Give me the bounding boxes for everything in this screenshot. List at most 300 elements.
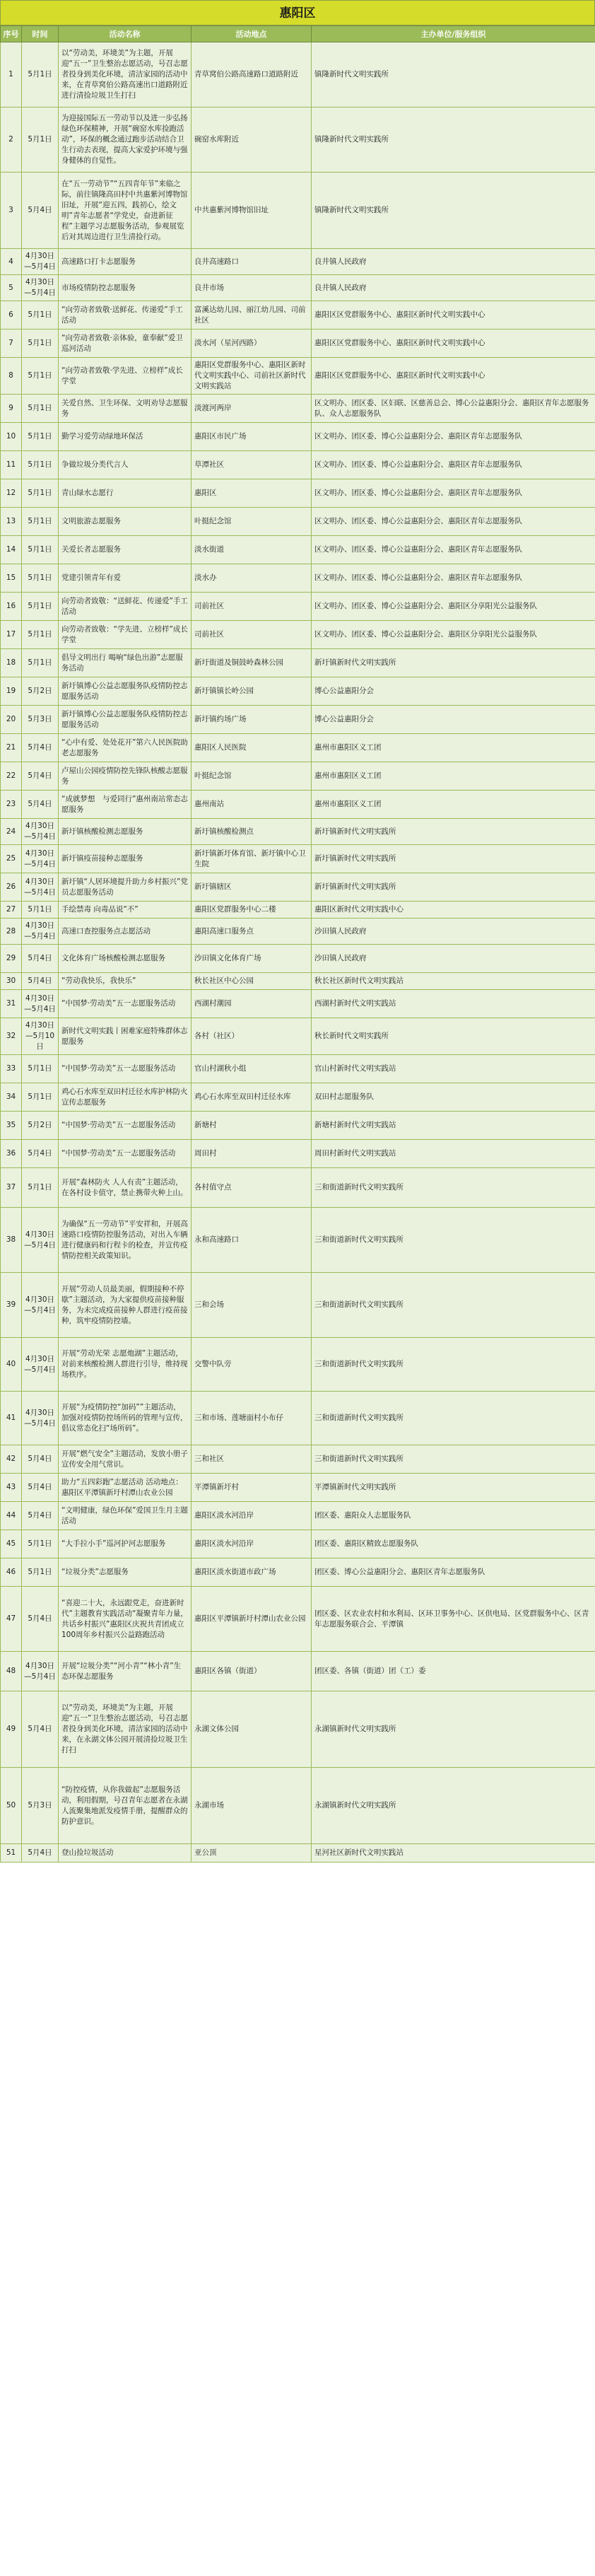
row-organizer: 平潭镇新时代文明实践所 — [312, 1474, 595, 1502]
row-organizer: 三和街道新时代文明实践所 — [312, 1273, 595, 1338]
row-organizer: 博心公益惠阳分会 — [312, 677, 595, 706]
row-time: 4月30日—5月4日 — [22, 1652, 59, 1691]
row-time: 4月30日—5月4日 — [22, 990, 59, 1018]
row-organizer: 惠州市惠阳区义工团 — [312, 762, 595, 791]
row-time: 4月30日—5月4日 — [22, 1392, 59, 1445]
table-row — [1, 42, 595, 107]
row-seq: 6 — [1, 301, 22, 330]
row-location: 淡水办 — [192, 564, 312, 593]
row-activity: “中国梦·劳动美”五一志愿服务活动 — [59, 1112, 192, 1140]
row-organizer: 团区委、惠阳区精致志愿服务队 — [312, 1530, 595, 1558]
row-location: 惠阳区平潭镇新圩村潭山农业公园 — [192, 1587, 312, 1652]
table-row — [1, 395, 595, 423]
row-location: 新圩镇约场广场 — [192, 706, 312, 734]
row-location: 惠阳区淡水河沿岸 — [192, 1502, 312, 1530]
table-body — [1, 42, 595, 1863]
table-row — [1, 1018, 595, 1055]
row-seq: 14 — [1, 536, 22, 564]
row-seq: 23 — [1, 791, 22, 819]
activity-table — [0, 25, 595, 1863]
row-organizer: 周田村新时代文明实践站 — [312, 1140, 595, 1168]
row-seq: 19 — [1, 677, 22, 706]
table-row — [1, 451, 595, 479]
table-row — [1, 173, 595, 249]
row-activity: “心中有爱、处处花开”第六人民医院助老志愿服务 — [59, 734, 192, 762]
row-time: 5月1日 — [22, 902, 59, 919]
row-organizer: 镇隆新时代文明实践所 — [312, 107, 595, 173]
table-header-row — [1, 26, 595, 42]
row-organizer: 区文明办、团区委、博心公益惠阳分会、惠阳区分享阳光公益服务队 — [312, 593, 595, 621]
row-location: 永和高速路口 — [192, 1208, 312, 1273]
row-seq: 8 — [1, 358, 22, 395]
row-activity: 新圩镇博心公益志愿服务队疫情防控志愿服务活动 — [59, 706, 192, 734]
row-organizer: 区文明办、团区委、博心公益惠阳分会、惠阳区青年志愿服务队 — [312, 423, 595, 451]
row-seq: 3 — [1, 173, 22, 249]
row-location: 周田村 — [192, 1140, 312, 1168]
row-location: 草潭社区 — [192, 451, 312, 479]
table-row — [1, 1112, 595, 1140]
row-location: 碗窑水库附近 — [192, 107, 312, 173]
row-activity: 为确保“五一劳动节”平安祥和，开展高速路口疫情防控服务活动，对出入车辆进行健康码和行程卡的检查，并宣传疫情防控相关政策知识。 — [59, 1208, 192, 1273]
table-row — [1, 706, 595, 734]
row-activity: 勤学习爱劳动绿地环保活 — [59, 423, 192, 451]
row-organizer: 新塘村新时代文明实践站 — [312, 1112, 595, 1140]
header-time: 时间 — [22, 26, 59, 42]
row-activity: 开展“垃圾分类”“河小青”“林小青”生态环保志愿服务 — [59, 1652, 192, 1691]
row-seq: 25 — [1, 845, 22, 873]
row-activity: 手绘禁毒 向毒品说“不” — [59, 902, 192, 919]
table-row — [1, 1338, 595, 1392]
row-location: 三和社区 — [192, 1445, 312, 1474]
table-row — [1, 734, 595, 762]
table-row — [1, 1083, 595, 1112]
table-row — [1, 919, 595, 945]
table-row — [1, 1768, 595, 1844]
row-location: 新圩镇新圩体育馆、新圩镇中心卫生院 — [192, 845, 312, 873]
row-organizer: 新圩镇新时代文明实践所 — [312, 819, 595, 845]
row-location: 新圩街道及铜鼓岭森林公园 — [192, 649, 312, 677]
row-activity: 新圩镇博心公益志愿服务队疫情防控志愿服务活动 — [59, 677, 192, 706]
row-time: 5月1日 — [22, 301, 59, 330]
row-seq: 35 — [1, 1112, 22, 1140]
row-organizer: 双田村志愿服务队 — [312, 1083, 595, 1112]
row-location: 三和市场、莲塘面村小布仔 — [192, 1392, 312, 1445]
row-time: 5月1日 — [22, 42, 59, 107]
row-location: 司前社区 — [192, 621, 312, 649]
row-organizer: 良井镇人民政府 — [312, 249, 595, 275]
row-time: 5月1日 — [22, 330, 59, 358]
row-time: 5月4日 — [22, 173, 59, 249]
row-activity: 新圩镇核酸检测志愿服务 — [59, 819, 192, 845]
row-time: 5月1日 — [22, 1530, 59, 1558]
row-activity: 在“五一劳动节”“五四青年节”来临之际，前往镇隆高田村中共惠紫河博物馆旧址，开展“迎五四，践初心，绘文明”青年志愿者“学党史，奋进新征程”主题学习志愿服务活动，参观展览后对其周边进行卫生清捡行动。 — [59, 173, 192, 249]
row-seq: 49 — [1, 1691, 22, 1768]
header-seq: 序号 — [1, 26, 22, 42]
row-time: 5月1日 — [22, 649, 59, 677]
row-organizer: 新圩镇新时代文明实践所 — [312, 649, 595, 677]
row-organizer: 惠阳区区党群服务中心、惠阳区新时代文明实践中心 — [312, 330, 595, 358]
row-time: 5月1日 — [22, 1055, 59, 1083]
table-row — [1, 1140, 595, 1168]
row-location: 中共惠紫河博物馆旧址 — [192, 173, 312, 249]
row-activity: 以“劳动美，环境美”为主题，开展迎“五一”卫生整治志愿活动，号召志愿者投身到美化环境，清洁家园的活动中来，在青草窝伯公路高速出口道路附近进行清捡垃圾卫生打扫 — [59, 42, 192, 107]
row-activity: “中国梦·劳动美”五一志愿服务活动 — [59, 990, 192, 1018]
row-time: 5月4日 — [22, 1502, 59, 1530]
row-time: 5月2日 — [22, 677, 59, 706]
row-location: 淡水河（星河西路） — [192, 330, 312, 358]
row-activity: 争做垃圾分类代言人 — [59, 451, 192, 479]
row-seq: 47 — [1, 1587, 22, 1652]
row-organizer: 三和街道新时代文明实践所 — [312, 1445, 595, 1474]
table-row — [1, 990, 595, 1018]
row-location: 西湖村潮园 — [192, 990, 312, 1018]
row-seq: 40 — [1, 1338, 22, 1392]
row-seq: 37 — [1, 1168, 22, 1208]
row-location: 良井市场 — [192, 275, 312, 301]
table-row — [1, 508, 595, 536]
row-seq: 48 — [1, 1652, 22, 1691]
row-time: 5月1日 — [22, 564, 59, 593]
row-location: 惠阳区各镇（街道） — [192, 1652, 312, 1691]
table-row — [1, 275, 595, 301]
row-time: 4月30日—5月4日 — [22, 249, 59, 275]
row-time: 5月1日 — [22, 395, 59, 423]
row-activity: 关爱自然、卫生环保、文明劝导志愿服务 — [59, 395, 192, 423]
table-row — [1, 358, 595, 395]
row-location: 青草窝伯公路高速路口道路附近 — [192, 42, 312, 107]
row-time: 5月1日 — [22, 423, 59, 451]
row-location: 惠阳区市民广场 — [192, 423, 312, 451]
row-location: 各村值守点 — [192, 1168, 312, 1208]
row-organizer: 三和街道新时代文明实践所 — [312, 1168, 595, 1208]
row-seq: 46 — [1, 1558, 22, 1587]
row-time: 5月4日 — [22, 945, 59, 973]
row-activity: “中国梦·劳动美”五一志愿服务活动 — [59, 1140, 192, 1168]
row-seq: 9 — [1, 395, 22, 423]
row-activity: 市场疫情防控志愿服务 — [59, 275, 192, 301]
row-organizer: 永湖镇新时代文明实践所 — [312, 1768, 595, 1844]
row-location: 惠阳区人民医院 — [192, 734, 312, 762]
row-time: 5月1日 — [22, 107, 59, 173]
row-activity: 新时代文明实践丨困难家庭特殊群体志愿服务 — [59, 1018, 192, 1055]
row-seq: 51 — [1, 1844, 22, 1863]
row-activity: 开展“劳动光荣 志愿炮湖”主题活动，对前来核酸检测人群进行引导，维持现场秩序。 — [59, 1338, 192, 1392]
row-time: 5月3日 — [22, 706, 59, 734]
row-seq: 44 — [1, 1502, 22, 1530]
table-row — [1, 536, 595, 564]
row-location: 惠阳区党群服务中心、惠阳区新时代文明实践中心、司前社区新时代文明实践站 — [192, 358, 312, 395]
row-activity: 为迎接国际五一劳动节以及进一步弘扬绿色环保精神，开展“碗窑水库捡跑活动”，环保的概念通过跑步活动结合卫生行动去表现，提高大家爱护环境与强身健体的自觉性。 — [59, 107, 192, 173]
row-activity: 助力“五四彩跑”志愿活动 活动地点：惠阳区平潭镇新圩村潭山农业公园 — [59, 1474, 192, 1502]
row-location: 淡水街道 — [192, 536, 312, 564]
table-row — [1, 593, 595, 621]
row-seq: 5 — [1, 275, 22, 301]
row-location: 富溪达幼儿园、丽江幼儿园、司前社区 — [192, 301, 312, 330]
table-row — [1, 762, 595, 791]
row-seq: 26 — [1, 873, 22, 902]
table-row — [1, 791, 595, 819]
row-seq: 7 — [1, 330, 22, 358]
row-organizer: 惠阳区新时代文明实践中心 — [312, 902, 595, 919]
table-row — [1, 1474, 595, 1502]
row-time: 5月4日 — [22, 1587, 59, 1652]
row-organizer: 区文明办、团区委、博心公益惠阳分会、惠阳区青年志愿服务队 — [312, 564, 595, 593]
row-time: 4月30日—5月4日 — [22, 275, 59, 301]
row-activity: 开展“森林防火 人人有责”主题活动，在各村设卡值守，禁止携带火种上山。 — [59, 1168, 192, 1208]
row-activity: “大手拉小手”巡河护河志愿服务 — [59, 1530, 192, 1558]
row-location: 永湖市场 — [192, 1768, 312, 1844]
row-activity: “垃圾分类”志愿服务 — [59, 1558, 192, 1587]
row-seq: 43 — [1, 1474, 22, 1502]
row-seq: 11 — [1, 451, 22, 479]
row-seq: 1 — [1, 42, 22, 107]
table-row — [1, 1168, 595, 1208]
row-organizer: 区文明办、团区委、区妇联、区慈善总会、博心公益惠阳分会、惠阳区青年志愿服务队、众人志愿服务队 — [312, 395, 595, 423]
row-location: 良井高速路口 — [192, 249, 312, 275]
table-row — [1, 1587, 595, 1652]
row-seq: 2 — [1, 107, 22, 173]
row-location: 惠州南站 — [192, 791, 312, 819]
row-time: 5月4日 — [22, 1691, 59, 1768]
row-seq: 45 — [1, 1530, 22, 1558]
row-time: 5月1日 — [22, 451, 59, 479]
table-row — [1, 479, 595, 508]
row-location: 惠阳区党群服务中心二楼 — [192, 902, 312, 919]
row-location: 永湖文体公园 — [192, 1691, 312, 1768]
table-row — [1, 845, 595, 873]
table-row — [1, 249, 595, 275]
row-time: 4月30日—5月4日 — [22, 1273, 59, 1338]
row-location: 惠阳区淡水河沿岸 — [192, 1530, 312, 1558]
row-time: 5月4日 — [22, 734, 59, 762]
row-location: 惠阳区 — [192, 479, 312, 508]
table-row — [1, 1273, 595, 1338]
row-location: 淡渡河两岸 — [192, 395, 312, 423]
row-activity: 倡导文明出行 喝响“绿色出游”志愿服务活动 — [59, 649, 192, 677]
row-seq: 12 — [1, 479, 22, 508]
row-organizer: 新圩镇新时代文明实践所 — [312, 873, 595, 902]
table-row — [1, 564, 595, 593]
row-activity: 卢屋山公园疫情防控先锋队核酸志愿服务 — [59, 762, 192, 791]
row-organizer: 沙田镇人民政府 — [312, 919, 595, 945]
row-activity: “中国梦·劳动美”五一志愿服务活动 — [59, 1055, 192, 1083]
row-activity: 向劳动者致敬：“送鲜花、传递爱”手工活动 — [59, 593, 192, 621]
row-seq: 31 — [1, 990, 22, 1018]
row-seq: 27 — [1, 902, 22, 919]
row-time: 4月30日—5月4日 — [22, 819, 59, 845]
row-organizer: 区文明办、团区委、博心公益惠阳分会、惠阳区分享阳光公益服务队 — [312, 621, 595, 649]
row-organizer: 团区委、博心公益惠阳分会、惠阳区青年志愿服务队 — [312, 1558, 595, 1587]
row-location: 官山村湖秋小组 — [192, 1055, 312, 1083]
table-row — [1, 330, 595, 358]
row-location: 鸡心石水库至双田村迁径水库 — [192, 1083, 312, 1112]
row-seq: 15 — [1, 564, 22, 593]
table-row — [1, 1208, 595, 1273]
row-organizer: 镇隆新时代文明实践所 — [312, 42, 595, 107]
row-activity: 高速口查控服务点志愿活动 — [59, 919, 192, 945]
row-activity: 关爱长者志愿服务 — [59, 536, 192, 564]
row-time: 5月4日 — [22, 762, 59, 791]
row-organizer: 秋长新时代文明实践所 — [312, 1018, 595, 1055]
row-activity: “成就梦想 与爱同行”惠州南站常态志愿服务 — [59, 791, 192, 819]
row-organizer: 团区委、惠阳众人志愿服务队 — [312, 1502, 595, 1530]
row-seq: 17 — [1, 621, 22, 649]
header-activity: 活动名称 — [59, 26, 192, 42]
row-organizer: 三和街道新时代文明实践所 — [312, 1392, 595, 1445]
row-organizer: 惠阳区区党群服务中心、惠阳区新时代文明实践中心 — [312, 358, 595, 395]
row-seq: 28 — [1, 919, 22, 945]
row-time: 4月30日—5月4日 — [22, 845, 59, 873]
row-organizer: 团区委、区农业农村和水利局、区环卫事务中心、区供电局、区党群服务中心、区青年志愿服务联合会、平潭镇 — [312, 1587, 595, 1652]
row-seq: 20 — [1, 706, 22, 734]
row-time: 5月1日 — [22, 508, 59, 536]
row-seq: 18 — [1, 649, 22, 677]
row-organizer: 官山村新时代文明实践站 — [312, 1055, 595, 1083]
row-time: 5月4日 — [22, 1844, 59, 1863]
row-location: 司前社区 — [192, 593, 312, 621]
row-location: 亚公顶 — [192, 1844, 312, 1863]
row-activity: 开展“为疫情防控“加码””主题活动，加强对疫情防控场所码的管理与宣传，倡议常态化扫“场所码”。 — [59, 1392, 192, 1445]
row-activity: “防控疫情，从你我做起”志愿服务活动，利用假期，号召青年志愿者在永湖人流聚集地派发疫情手册，提醒群众的防护意识。 — [59, 1768, 192, 1844]
row-seq: 39 — [1, 1273, 22, 1338]
row-activity: 新圩镇疫苗接种志愿服务 — [59, 845, 192, 873]
row-time: 4月30日—5月4日 — [22, 873, 59, 902]
row-time: 5月1日 — [22, 1083, 59, 1112]
row-organizer: 镇隆新时代文明实践所 — [312, 173, 595, 249]
row-time: 4月30日—5月4日 — [22, 1338, 59, 1392]
row-time: 5月4日 — [22, 1140, 59, 1168]
row-organizer: 团区委、各镇（街道）团（工）委 — [312, 1652, 595, 1691]
row-seq: 24 — [1, 819, 22, 845]
row-organizer: 三和街道新时代文明实践所 — [312, 1338, 595, 1392]
row-organizer: 良井镇人民政府 — [312, 275, 595, 301]
table-row — [1, 423, 595, 451]
row-location: 新圩镇辖区 — [192, 873, 312, 902]
table-row — [1, 107, 595, 173]
row-seq: 36 — [1, 1140, 22, 1168]
row-activity: “向劳动者致敬·亲体验，童奉献”爱卫巡河活动 — [59, 330, 192, 358]
row-organizer: 新圩镇新时代文明实践所 — [312, 845, 595, 873]
row-location: 各村（社区） — [192, 1018, 312, 1055]
row-activity: 文化体育广场核酸检测志愿服务 — [59, 945, 192, 973]
row-activity: 文明旅游志愿服务 — [59, 508, 192, 536]
row-organizer: 惠州市惠阳区义工团 — [312, 791, 595, 819]
row-time: 5月2日 — [22, 1112, 59, 1140]
row-location: 沙田镇文化体育广场 — [192, 945, 312, 973]
row-location: 交警中队旁 — [192, 1338, 312, 1392]
table-row — [1, 621, 595, 649]
row-time: 4月30日—5月4日 — [22, 1208, 59, 1273]
row-time: 5月1日 — [22, 1168, 59, 1208]
row-organizer: 惠州市惠阳区义工团 — [312, 734, 595, 762]
row-organizer: 秋长社区新时代文明实践站 — [312, 973, 595, 990]
row-activity: “劳动我快乐，我快乐” — [59, 973, 192, 990]
row-location: 新圩镇核酸检测点 — [192, 819, 312, 845]
row-activity: “文明健康，绿色环保”爱国卫生月主题活动 — [59, 1502, 192, 1530]
row-activity: 开展“劳动人员最美丽，假期接种不停歇”主题活动，为大家提供疫苗接种服务，为未完成疫苗接种人群进行疫苗接种，筑牢疫情防控墙。 — [59, 1273, 192, 1338]
row-activity: 青山绿水志愿行 — [59, 479, 192, 508]
row-organizer: 博心公益惠阳分会 — [312, 706, 595, 734]
row-seq: 21 — [1, 734, 22, 762]
table-row — [1, 1445, 595, 1474]
table-row — [1, 1558, 595, 1587]
page-title: 惠阳区 — [0, 0, 595, 25]
row-time: 5月3日 — [22, 1768, 59, 1844]
table-row — [1, 1844, 595, 1863]
table-row — [1, 1691, 595, 1768]
row-seq: 33 — [1, 1055, 22, 1083]
table-row — [1, 649, 595, 677]
row-location: 新圩镇镇长岭公园 — [192, 677, 312, 706]
row-location: 三和会场 — [192, 1273, 312, 1338]
row-activity: 党建引领青年有爱 — [59, 564, 192, 593]
row-activity: “向劳动者致敬·送鲜花、传递爱”手工活动 — [59, 301, 192, 330]
row-organizer: 永湖镇新时代文明实践所 — [312, 1691, 595, 1768]
header-organizer: 主办单位/服务组织 — [312, 26, 595, 42]
row-organizer: 区文明办、团区委、博心公益惠阳分会、惠阳区青年志愿服务队 — [312, 451, 595, 479]
row-seq: 42 — [1, 1445, 22, 1474]
table-row — [1, 819, 595, 845]
row-seq: 41 — [1, 1392, 22, 1445]
table-row — [1, 873, 595, 902]
table-row — [1, 1055, 595, 1083]
row-location: 惠阳高速口服务点 — [192, 919, 312, 945]
row-location: 叶挺纪念馆 — [192, 508, 312, 536]
row-location: 叶挺纪念馆 — [192, 762, 312, 791]
table-row — [1, 945, 595, 973]
row-activity: 以“劳动美，环境美”为主题，开展迎“五一”卫生整治志愿活动，号召志愿者投身到美化环境，清洁家园的活动中来，在永湖文体公园开展清捡垃圾卫生打扫 — [59, 1691, 192, 1768]
row-seq: 32 — [1, 1018, 22, 1055]
table-row — [1, 973, 595, 990]
row-seq: 10 — [1, 423, 22, 451]
row-seq: 13 — [1, 508, 22, 536]
row-activity: 登山捡垃圾活动 — [59, 1844, 192, 1863]
table-row — [1, 1530, 595, 1558]
row-location: 秋长社区中心公园 — [192, 973, 312, 990]
row-activity: 高速路口打卡志愿服务 — [59, 249, 192, 275]
row-time: 5月1日 — [22, 1558, 59, 1587]
row-seq: 34 — [1, 1083, 22, 1112]
row-activity: “喜迎二十大，永远跟党走，奋进新时代”主题教育实践活动“凝聚青年力量，共话乡村振兴”惠阳区庆祝共青团成立100周年乡村振兴公益路跑活动 — [59, 1587, 192, 1652]
row-time: 5月1日 — [22, 479, 59, 508]
row-organizer: 星河社区新时代文明实践站 — [312, 1844, 595, 1863]
row-time: 5月4日 — [22, 791, 59, 819]
row-seq: 38 — [1, 1208, 22, 1273]
row-activity: 新圩镇“人居环境提升助力乡村振兴”党员志愿服务活动 — [59, 873, 192, 902]
row-activity: 开展“燃气安全”主题活动，发放小册子宣传安全用气常识。 — [59, 1445, 192, 1474]
row-organizer: 沙田镇人民政府 — [312, 945, 595, 973]
table-row — [1, 902, 595, 919]
row-seq: 4 — [1, 249, 22, 275]
row-time: 5月4日 — [22, 1445, 59, 1474]
table-row — [1, 1652, 595, 1691]
row-seq: 22 — [1, 762, 22, 791]
row-time: 5月4日 — [22, 973, 59, 990]
row-seq: 50 — [1, 1768, 22, 1844]
table-row — [1, 1502, 595, 1530]
row-activity: “向劳动者致敬·学先进、立榜样”成长学堂 — [59, 358, 192, 395]
row-time: 5月1日 — [22, 358, 59, 395]
table-row — [1, 677, 595, 706]
row-organizer: 区文明办、团区委、博心公益惠阳分会、惠阳区青年志愿服务队 — [312, 508, 595, 536]
row-time: 4月30日—5月10日 — [22, 1018, 59, 1055]
row-time: 5月1日 — [22, 621, 59, 649]
row-seq: 16 — [1, 593, 22, 621]
row-organizer: 区文明办、团区委、博心公益惠阳分会、惠阳区青年志愿服务队 — [312, 479, 595, 508]
row-location: 新塘村 — [192, 1112, 312, 1140]
row-time: 5月1日 — [22, 593, 59, 621]
header-location: 活动地点 — [192, 26, 312, 42]
